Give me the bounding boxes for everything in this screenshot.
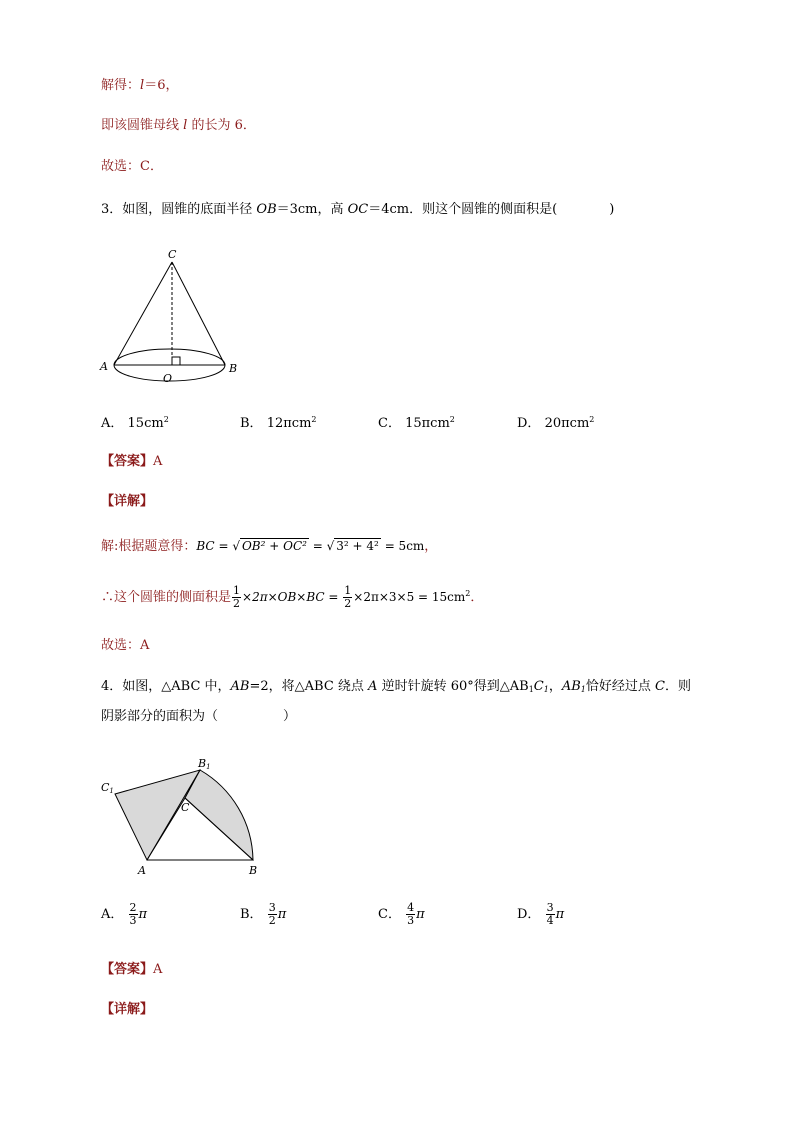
pi-symbol: π xyxy=(277,907,287,922)
label-C: C xyxy=(168,248,177,261)
text: 恰好经过点 xyxy=(585,679,656,694)
q4-option-c[interactable] xyxy=(378,902,425,927)
q3-option-c[interactable] xyxy=(378,412,455,431)
label-A: A xyxy=(138,864,146,877)
prev-solution-line-2 xyxy=(101,117,256,135)
exponent: 2 xyxy=(311,415,317,424)
q4-detail-tag: 【详解】 xyxy=(101,1002,154,1017)
text: ．则 xyxy=(664,679,691,694)
answer-value: A xyxy=(153,962,163,977)
var: C xyxy=(655,679,665,694)
radicand: 3² + 4² xyxy=(336,539,379,553)
var: A xyxy=(368,679,378,694)
label-B1 xyxy=(197,757,211,771)
q3-option-d[interactable] xyxy=(517,412,594,431)
q4-option-d[interactable] xyxy=(517,902,564,927)
text: 解:根据题意得： xyxy=(101,539,197,554)
exponent: 2 xyxy=(465,589,471,598)
label-C1 xyxy=(101,781,114,795)
label-subscript: 1 xyxy=(109,787,114,795)
label-O: O xyxy=(163,372,173,385)
numerator: 3 xyxy=(546,901,554,914)
q3-solution-line-1 xyxy=(101,537,437,556)
var-l: l xyxy=(140,78,145,93)
text: =2，将△ABC 绕点 xyxy=(249,679,369,694)
text: = xyxy=(214,539,233,553)
option-label: C． xyxy=(378,416,401,431)
formula-area xyxy=(231,584,471,610)
label-C: C xyxy=(181,801,190,814)
denominator: 2 xyxy=(344,597,352,610)
text: ∴这个圆锥的侧面积是 xyxy=(101,590,232,605)
formula-bc: BC = √ OB² + OC² = √ 3² + 4² = 5cm xyxy=(196,539,425,553)
radicand: OB² + OC² xyxy=(241,539,307,553)
option-value: 12πcm xyxy=(266,416,312,431)
q4-stem-line-1 xyxy=(101,678,691,696)
denominator: 3 xyxy=(129,914,137,927)
prev-solution-line-1 xyxy=(101,77,178,95)
text: 3．如图，圆锥的底面半径 xyxy=(101,202,257,217)
text: 解得： xyxy=(101,78,141,93)
option-label: D． xyxy=(517,416,541,431)
label-B: B xyxy=(229,362,238,375)
text: ＝6， xyxy=(144,78,179,93)
var: OB xyxy=(256,202,277,217)
label-B: B xyxy=(249,864,258,877)
text: = 5cm xyxy=(380,539,425,553)
numerator: 1 xyxy=(233,584,241,597)
exponent: 2 xyxy=(163,415,169,424)
label-A: A xyxy=(100,360,108,373)
var: AB xyxy=(561,679,581,694)
subscript: 1 xyxy=(528,685,534,694)
q3-answer xyxy=(101,453,162,471)
var: AB xyxy=(230,679,250,694)
option-label: B． xyxy=(240,416,263,431)
label-text: B xyxy=(198,757,207,770)
subscript: 1 xyxy=(580,685,586,694)
option-label: B． xyxy=(240,907,263,922)
denominator: 2 xyxy=(268,914,276,927)
numerator: 3 xyxy=(268,901,276,914)
text: 4．如图，△ABC 中， xyxy=(101,679,231,694)
denominator: 4 xyxy=(546,914,554,927)
text: ， xyxy=(548,679,562,694)
var-l: l xyxy=(183,118,188,133)
q3-option-a[interactable] xyxy=(101,412,169,431)
denominator: 3 xyxy=(407,914,415,927)
option-value: 15cm xyxy=(127,416,164,431)
text: ×2π×3×5 = 15cm xyxy=(353,590,466,604)
subscript: 1 xyxy=(543,685,549,694)
label-text: C xyxy=(101,781,110,794)
answer-value: A xyxy=(153,454,163,469)
fraction xyxy=(232,585,241,610)
q4-option-a[interactable] xyxy=(101,902,147,927)
fraction xyxy=(129,902,138,927)
q4-answer xyxy=(101,961,162,979)
fraction xyxy=(406,902,415,927)
exponent: 2 xyxy=(449,415,455,424)
text: = xyxy=(308,539,327,553)
option-label: C． xyxy=(378,907,401,922)
pi-symbol: π xyxy=(555,907,565,922)
answer-tag: 【答案】 xyxy=(101,454,154,469)
text: 逆时针旋转 60°得到△AB xyxy=(377,679,529,694)
text: 即该圆锥母线 xyxy=(101,118,184,133)
q4-option-b[interactable] xyxy=(240,902,286,927)
q3-detail-tag: 【详解】 xyxy=(101,494,154,509)
option-label: D． xyxy=(517,907,541,922)
rotation-figure xyxy=(95,752,270,880)
text: ＝3cm，高 xyxy=(276,202,348,217)
denominator: 2 xyxy=(233,597,241,610)
text: ×2π×OB×BC = xyxy=(242,590,343,604)
answer-tag: 【答案】 xyxy=(101,962,154,977)
fraction xyxy=(546,902,555,927)
fraction xyxy=(343,585,352,610)
var: C xyxy=(533,679,544,694)
numerator: 1 xyxy=(344,584,352,597)
q3-option-b[interactable] xyxy=(240,412,317,431)
q4-stem-line-2: 阴影部分的面积为（ ） xyxy=(101,709,297,724)
text: ． xyxy=(470,590,484,605)
option-label: A． xyxy=(101,907,124,922)
q3-stem xyxy=(101,201,614,219)
text: 的长为 6． xyxy=(187,118,256,133)
pi-symbol: π xyxy=(416,907,425,922)
var: BC xyxy=(196,539,215,553)
fraction xyxy=(268,902,277,927)
var: OC xyxy=(347,202,369,217)
pi-symbol: π xyxy=(138,907,148,922)
option-value: 20πcm xyxy=(544,416,590,431)
numerator: 4 xyxy=(407,901,415,914)
numerator: 2 xyxy=(129,901,137,914)
prev-solution-choice: 故选：C． xyxy=(101,159,163,174)
text: ， xyxy=(424,539,438,554)
label-subscript: 1 xyxy=(206,763,211,771)
cone-figure xyxy=(95,243,245,388)
q3-choice: 故选：A xyxy=(101,638,150,653)
text: ＝4cm．则这个圆锥的侧面积是( ) xyxy=(368,202,615,217)
exponent: 2 xyxy=(589,415,595,424)
option-value: 15πcm xyxy=(405,416,450,431)
q3-solution-line-2 xyxy=(101,585,483,610)
option-label: A． xyxy=(101,416,124,431)
